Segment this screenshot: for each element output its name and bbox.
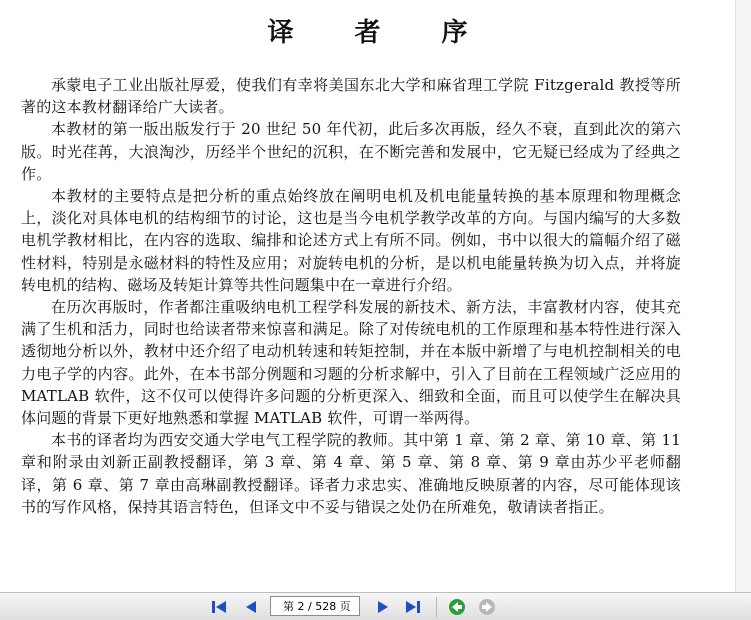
previous-page-button[interactable] (240, 598, 262, 616)
paragraph-4: 在历次再版时，作者都注重吸纳电机工程学科发展的新技术、新方法，丰富教材内容，使其充满了生机和活力，同时也给读者带来惊喜和满足。除了对传统电机的工作原理和基本特性进行深入透彻地分析以外，教材中还介绍了电动机转速和转矩控制，并在本版中新增了与电机控制相关的电力电子学的内容。此外，在本书部分例题和习题的分析求解中，引入了目前在工程领域广泛应用的 MATLAB 软件，这不仅可以使得许多问题的分析更深入、细致和全面，而且可以使学生在解决具体问题的背景下更好地熟悉和掌握 MATLAB 软件，可谓一举两得。 (21, 298, 681, 428)
last-page-icon (404, 599, 422, 615)
vertical-scrollbar[interactable] (735, 0, 751, 592)
first-page-button[interactable] (208, 598, 230, 616)
forward-icon (478, 598, 496, 616)
toolbar-separator (436, 597, 437, 617)
paragraph-1: 承蒙电子工业出版社厚爱，使我们有幸将美国东北大学和麻省理工学院 Fitzgerald 教授等所著的这本教材翻译给广大读者。 (21, 76, 681, 117)
paragraph-3: 本教材的主要特点是把分析的重点始终放在阐明电机及机电能量转换的基本原理和物理概念上，淡化对具体电机的结构细节的讨论，这也是当今电机学教学改革的方向。与国内编写的大多数电机学教材相比，在内容的选取、编排和论述方式上有所不同。例如，书中以很大的篇幅介绍了磁性材料，特别是永磁材料的特性及应用；对旋转电机的分析，是以机电能量转换为切入点，并将旋转电机的结构、磁场及转矩计算等共性问题集中在一章进行介绍。 (21, 187, 681, 294)
previous-page-icon (244, 599, 258, 615)
page-number-field[interactable] (270, 596, 360, 616)
next-page-button[interactable] (372, 598, 394, 616)
back-icon (448, 598, 466, 616)
paragraph-2: 本教材的第一版出版发行于 20 世纪 50 年代初，此后多次再版，经久不衰，直到此次的第六版。时光荏苒，大浪淘沙，历经半个世纪的沉积，在不断完善和发展中，它无疑已经成为了经典之作。 (21, 120, 681, 183)
next-page-icon (376, 599, 390, 615)
page-indicator-text: 第 2 / 528 页 (283, 600, 351, 613)
document-body (21, 74, 681, 518)
first-page-icon (210, 599, 228, 615)
back-button[interactable] (446, 598, 468, 616)
page-title: 译 者 序 (267, 18, 494, 48)
paragraph-5: 本书的译者均为西安交通大学电气工程学院的教师。其中第 1 章、第 2 章、第 10 章、第 11 章和附录由刘新正副教授翻译，第 3 章、第 4 章、第 5 章、第 8 章、第 9 章由苏少平老师翻译，第 6 章、第 7 章由高琳副教授翻译。译者力求忠实、准确地反映原著的内容，尽可能体现该书的写作风格，保持其语言特色，但译文中不妥与错误之处仍在所难免，敬请读者指正。 (21, 431, 681, 516)
last-page-button[interactable] (402, 598, 424, 616)
forward-button[interactable] (476, 598, 498, 616)
page-navigation-bar (0, 592, 751, 620)
